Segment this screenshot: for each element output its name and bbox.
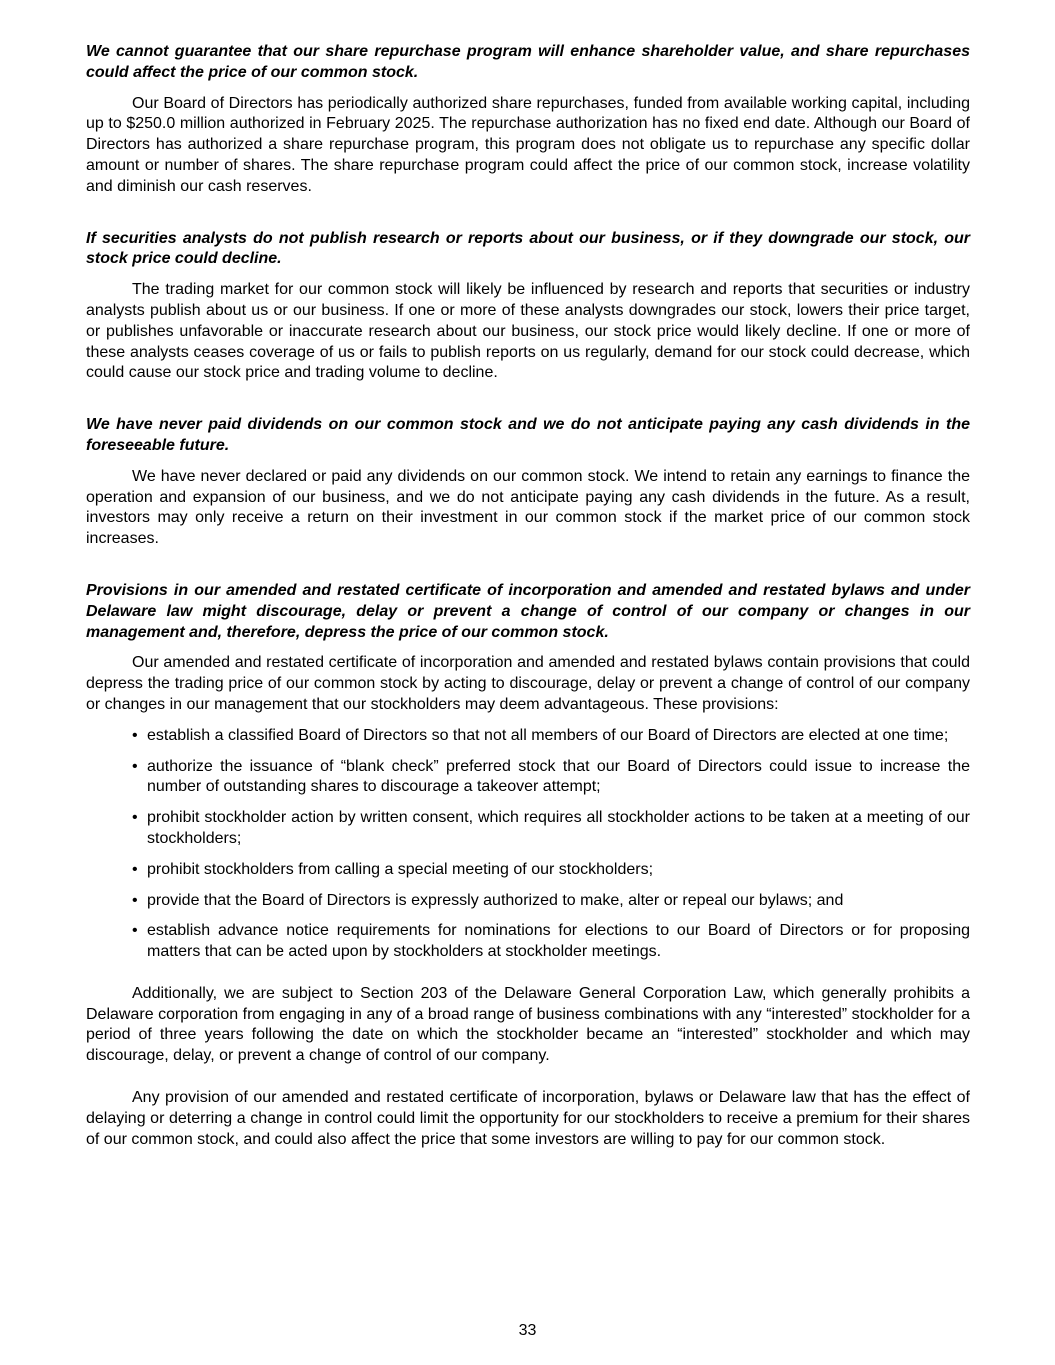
list-item-text: establish advance notice requirements for nominations for elections to our Board of Directors or for proposing matters that can be acted upon by stockholders at stockholder meetings. [147, 922, 970, 961]
body-paragraph: Additionally, we are subject to Section 203 of the Delaware General Corporation Law, which generally prohibits a Delaware corporation from engaging in any of a broad range of business combinations with any “interested” stockholder for a period of three years following the date on which the stockholder became an “interested” stockholder and which may discourage, delay, or prevent a change of control of our company. [86, 984, 970, 1065]
risk-section-share-repurchase [86, 42, 970, 198]
bullet-icon: • [132, 757, 138, 775]
list-item [86, 891, 970, 912]
bullet-icon: • [132, 860, 138, 878]
list-item [86, 860, 970, 881]
risk-section-securities-analysts [86, 229, 970, 385]
risk-section-anti-takeover-provisions [86, 581, 970, 1151]
section-heading: If securities analysts do not publish research or reports about our business, or if they downgrade our stock, our stock price could decline. [86, 229, 970, 268]
list-item [86, 757, 970, 799]
section-spacer [86, 384, 970, 415]
section-spacer [86, 198, 970, 229]
paragraph-spacer [86, 1067, 970, 1088]
bullet-icon: • [132, 726, 138, 744]
section-spacer [86, 550, 970, 581]
list-item-text: prohibit stockholders from calling a special meeting of our stockholders; [147, 860, 654, 878]
list-item-text: provide that the Board of Directors is expressly authorized to make, alter or repeal our bylaws; and [147, 891, 844, 909]
list-item-text: prohibit stockholder action by written consent, which requires all stockholder actions to be taken at a meeting of our stockholders; [147, 809, 970, 847]
bullet-icon: • [132, 891, 138, 909]
bullet-icon: • [132, 922, 138, 940]
list-item [86, 726, 970, 747]
body-paragraph: Any provision of our amended and restated certificate of incorporation, bylaws or Delaware law that has the effect of delaying or deterring a change in control could limit the opportunity for our stockholders to receive a premium for their shares of our common stock, and could also affect the price that some investors are willing to pay for our common stock. [86, 1089, 970, 1148]
provisions-list [86, 726, 970, 963]
section-heading: We cannot guarantee that our share repurchase program will enhance shareholder value, and share repurchases could affect the price of our common stock. [86, 43, 970, 81]
list-item-text: authorize the issuance of “blank check” preferred stock that our Board of Directors could issue to increase the number of outstanding shares to discourage a takeover attempt; [147, 757, 970, 796]
page-number: 33 [518, 1322, 537, 1339]
list-item [86, 808, 970, 850]
bullet-icon: • [132, 809, 138, 827]
document-page [86, 42, 970, 1150]
risk-section-dividends [86, 415, 970, 550]
list-item [86, 921, 970, 963]
body-paragraph: Our Board of Directors has periodically authorized share repurchases, funded from available working capital, including up to $250.0 million authorized in February 2025. The repurchase authorization has no fixed end date. Although our Board of Directors has authorized a share repurchase program, this program does not obligate us to repurchase any specific dollar amount or number of shares. The share repurchase program could affect the price of our common stock, increase volatility and diminish our cash reserves. [86, 94, 970, 195]
section-heading: We have never paid dividends on our common stock and we do not anticipate paying any cash dividends in the foreseeable future. [86, 416, 970, 454]
section-heading: Provisions in our amended and restated certificate of incorporation and amended and restated bylaws and under Delaware law might discourage, delay or prevent a change of control of our company or changes in our management and, therefore, depress the price of our common stock. [86, 581, 970, 641]
body-paragraph: We have never declared or paid any dividends on our common stock. We intend to retain any earnings to finance the operation and expansion of our business, and we do not anticipate paying any cash dividends in the future. As a result, investors may only receive a return on their investment in our common stock if the market price of our common stock increases. [86, 467, 970, 548]
body-paragraph: The trading market for our common stock will likely be influenced by research and reports that securities or industry analysts publish about us or our business. If one or more of these analysts downgrades our stock, lowers their price target, or publishes unfavorable or inaccurate research about our business, our stock price would likely decline. If one or more of these analysts ceases coverage of us or fails to publish reports on us regularly, demand for our stock could decrease, which could cause our stock price and trading volume to decline. [86, 281, 970, 382]
list-item-text: establish a classified Board of Directors so that not all members of our Board of Directors are elected at one time; [147, 726, 949, 744]
body-paragraph: Our amended and restated certificate of incorporation and amended and restated bylaws contain provisions that could depress the trading price of our common stock by acting to discourage, delay or prevent a change of control of our company or changes in our management that our stockholders may deem advantageous. These provisions: [86, 654, 970, 713]
